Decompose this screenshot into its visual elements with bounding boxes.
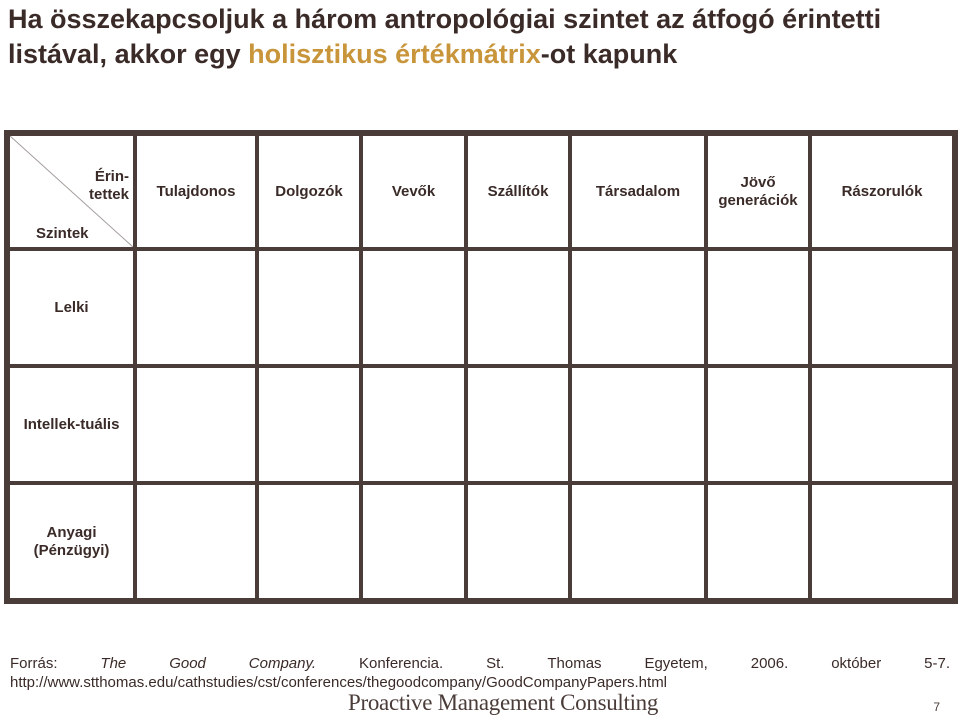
matrix-cell bbox=[363, 368, 464, 481]
source-url[interactable]: http://www.stthomas.edu/cathstudies/cst/conferences/thegoodcompany/GoodCompanyPapers.html bbox=[10, 674, 668, 691]
source-word: The bbox=[100, 655, 127, 672]
matrix-cell bbox=[572, 251, 704, 364]
column-header-owner: Tulajdonos bbox=[137, 136, 255, 247]
source-word: St. bbox=[486, 655, 505, 672]
matrix-cell bbox=[572, 368, 704, 481]
matrix-cell bbox=[468, 368, 568, 481]
matrix-cell bbox=[572, 485, 704, 598]
matrix-cell bbox=[812, 368, 952, 481]
source-word: Good bbox=[169, 655, 206, 672]
matrix-cell bbox=[708, 251, 808, 364]
brand-logo-text: Proactive Management Consulting bbox=[348, 690, 659, 715]
matrix-cell bbox=[259, 251, 359, 364]
source-word: 5-7. bbox=[924, 655, 950, 672]
title-part-1: Ha összekapcsoljuk a három antropológiai szintet az átfogó érintetti listával, akkor egy bbox=[8, 4, 882, 69]
column-header-suppliers: Szállítók bbox=[468, 136, 568, 247]
matrix-cell bbox=[708, 485, 808, 598]
source-citation bbox=[10, 654, 950, 692]
source-label: Forrás: bbox=[10, 655, 58, 672]
source-word: október bbox=[831, 655, 882, 672]
row-header-spiritual: Lelki bbox=[10, 251, 133, 364]
row-header-intellectual: Intellek-tuális bbox=[10, 368, 133, 481]
column-header-future-generations: Jövő generációk bbox=[708, 136, 808, 247]
value-matrix bbox=[4, 130, 958, 604]
matrix-cell bbox=[468, 485, 568, 598]
row-header-material: Anyagi (Pénzügyi) bbox=[10, 485, 133, 598]
corner-label-levels: Szintek bbox=[36, 225, 89, 242]
source-word: 2006. bbox=[750, 655, 789, 672]
matrix-corner-cell bbox=[10, 136, 133, 247]
source-word: Konferencia. bbox=[358, 655, 444, 672]
page-number: 7 bbox=[933, 700, 940, 714]
matrix-cell bbox=[259, 368, 359, 481]
title-highlight: holisztikus értékmátrix bbox=[248, 39, 541, 69]
column-header-society: Társadalom bbox=[572, 136, 704, 247]
matrix-cell bbox=[812, 251, 952, 364]
matrix-cell bbox=[468, 251, 568, 364]
matrix-cell bbox=[137, 368, 255, 481]
slide-title bbox=[8, 2, 958, 72]
matrix-cell bbox=[363, 251, 464, 364]
column-header-employees: Dolgozók bbox=[259, 136, 359, 247]
source-word: Egyetem, bbox=[644, 655, 708, 672]
source-line-1 bbox=[10, 654, 950, 673]
source-word: Thomas bbox=[547, 655, 602, 672]
matrix-cell bbox=[259, 485, 359, 598]
matrix-cell bbox=[137, 251, 255, 364]
title-part-2: -ot kapunk bbox=[540, 39, 678, 69]
matrix-cell bbox=[708, 368, 808, 481]
matrix-cell bbox=[812, 485, 952, 598]
column-header-needy: Rászorulók bbox=[812, 136, 952, 247]
matrix-cell bbox=[363, 485, 464, 598]
source-word: Company. bbox=[248, 655, 317, 672]
matrix-cell bbox=[137, 485, 255, 598]
column-header-customers: Vevők bbox=[363, 136, 464, 247]
corner-label-stakeholders: Érin- tettek bbox=[88, 168, 129, 203]
